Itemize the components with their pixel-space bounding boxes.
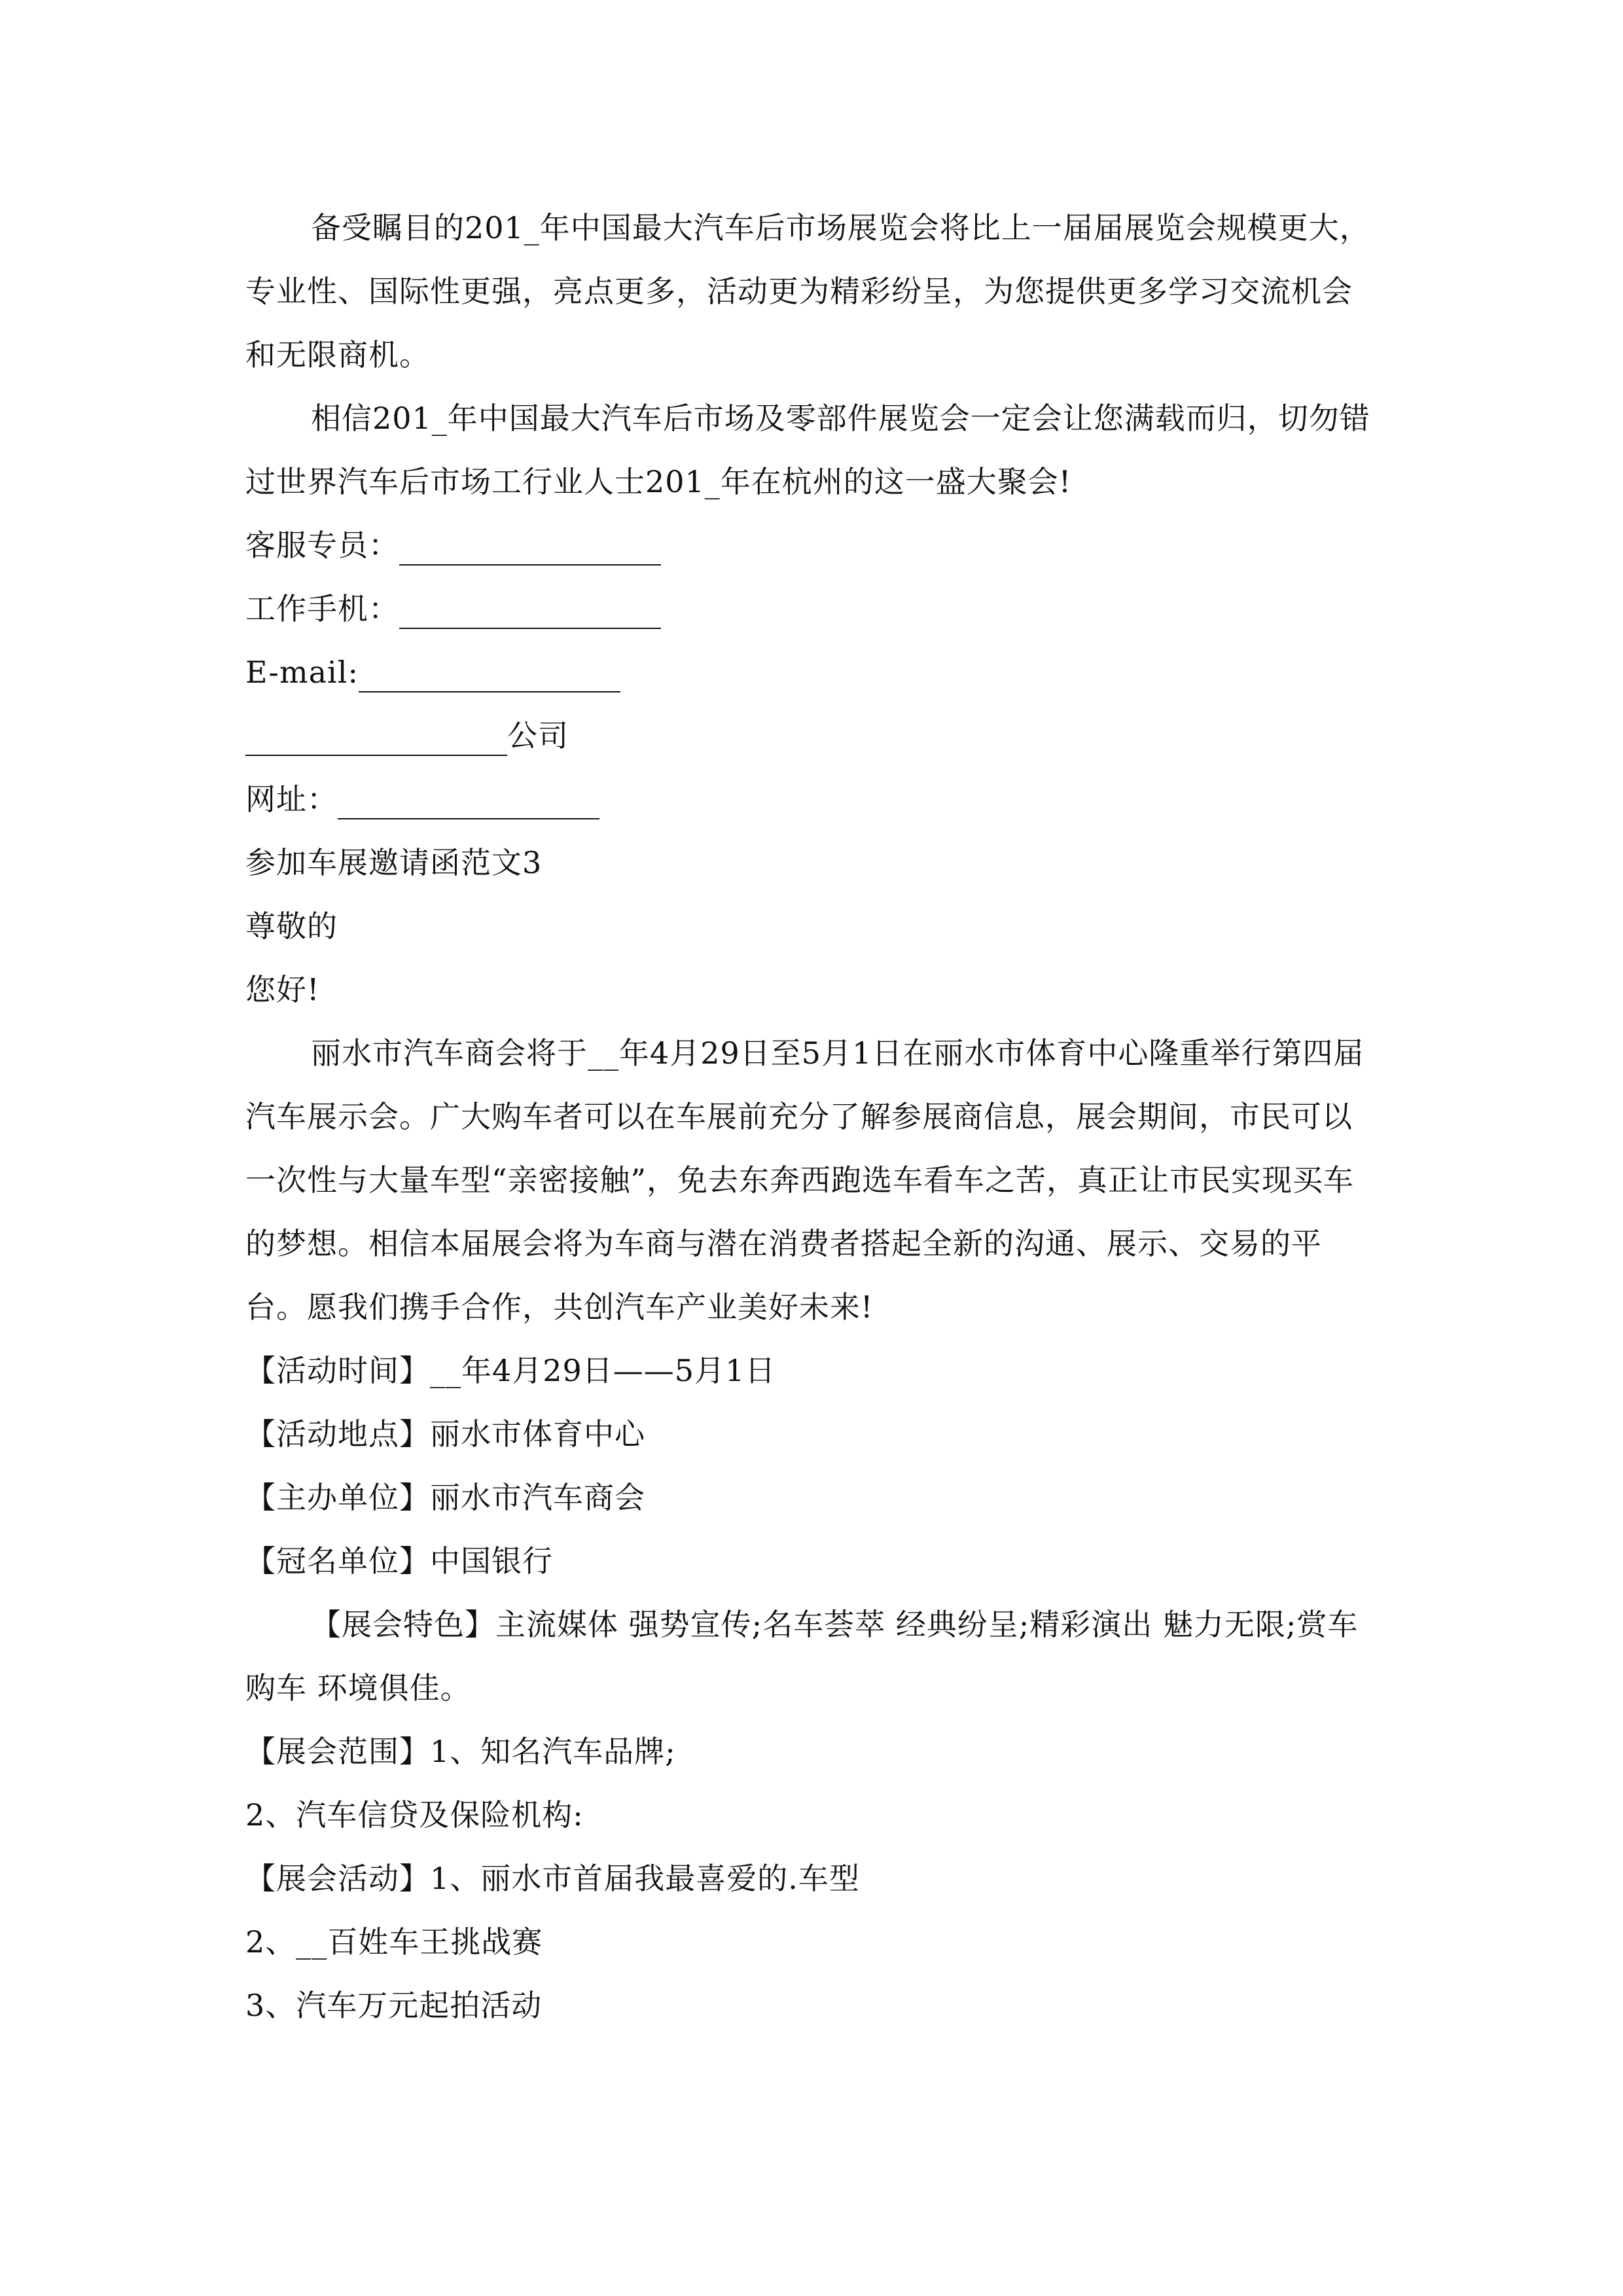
work-phone-line	[245, 577, 1381, 641]
paragraph-exhibition-intro: 备受瞩目的201_年中国最大汽车后市场展览会将比上一届届展览会规模更大，专业性、国际性更强，亮点更多，活动更为精彩纷呈，为您提供更多学习交流机会和无限商机。	[245, 210, 1370, 372]
email-blank	[359, 653, 620, 692]
greeting: 您好!	[245, 972, 320, 1007]
organizer: 【主办单位】丽水市汽车商会	[245, 1480, 645, 1515]
salutation: 尊敬的	[245, 908, 338, 944]
paragraph-invitation-closing: 相信201_年中国最大汽车后市场及零部件展览会一定会让您满载而归，切勿错过世界汽车后市场工行业人士201_年在杭州的这一盛大聚会!	[245, 401, 1370, 499]
exhibition-scope-1: 【展会范围】1、知名汽车品牌;	[245, 1734, 676, 1769]
website-blank	[338, 780, 599, 819]
email-label: E-mail:	[245, 655, 359, 690]
document-body	[245, 196, 1381, 2037]
activity-time: 【活动时间】__年4月29日——5月1日	[245, 1353, 776, 1388]
company-label: 公司	[507, 718, 569, 753]
website-label: 网址：	[245, 781, 338, 817]
paragraph-auto-show: 丽水市汽车商会将于__年4月29日至5月1日在丽水市体育中心隆重举行第四届汽车展示会。广大购车者可以在车展前充分了解参展商信息，展会期间，市民可以一次性与大量车型“亲密接触”，免去东奔西跑选车看车之苦，真正让市民实现买车的梦想。相信本届展会将为车商与潜在消费者搭起全新的沟通、展示、交易的平台。愿我们携手合作，共创汽车产业美好未来!	[245, 1035, 1364, 1325]
work-phone-blank	[399, 590, 661, 629]
email-line	[245, 641, 1381, 704]
section-title: 参加车展邀请函范文3	[245, 845, 543, 880]
title-sponsor: 【冠名单位】中国银行	[245, 1543, 553, 1579]
customer-service-blank	[399, 526, 661, 565]
exhibition-features: 【展会特色】主流媒体 强势宣传;名车荟萃 经典纷呈;精彩演出 魅力无限;赏车购车 环境俱佳。	[245, 1607, 1359, 1706]
work-phone-label: 工作手机：	[245, 591, 399, 626]
exhibition-activity-2: 2、__百姓车王挑战赛	[245, 1924, 543, 1960]
company-blank	[245, 717, 507, 756]
exhibition-scope-2: 2、汽车信贷及保险机构:	[245, 1797, 584, 1833]
customer-service-label: 客服专员：	[245, 528, 399, 563]
company-line	[245, 704, 1381, 768]
website-line	[245, 768, 1381, 831]
exhibition-activity-3: 3、汽车万元起拍活动	[245, 1988, 543, 2023]
activity-location: 【活动地点】丽水市体育中心	[245, 1416, 645, 1452]
exhibition-activity-1: 【展会活动】1、丽水市首届我最喜爱的.车型	[245, 1861, 860, 1896]
customer-service-line	[245, 514, 1381, 577]
